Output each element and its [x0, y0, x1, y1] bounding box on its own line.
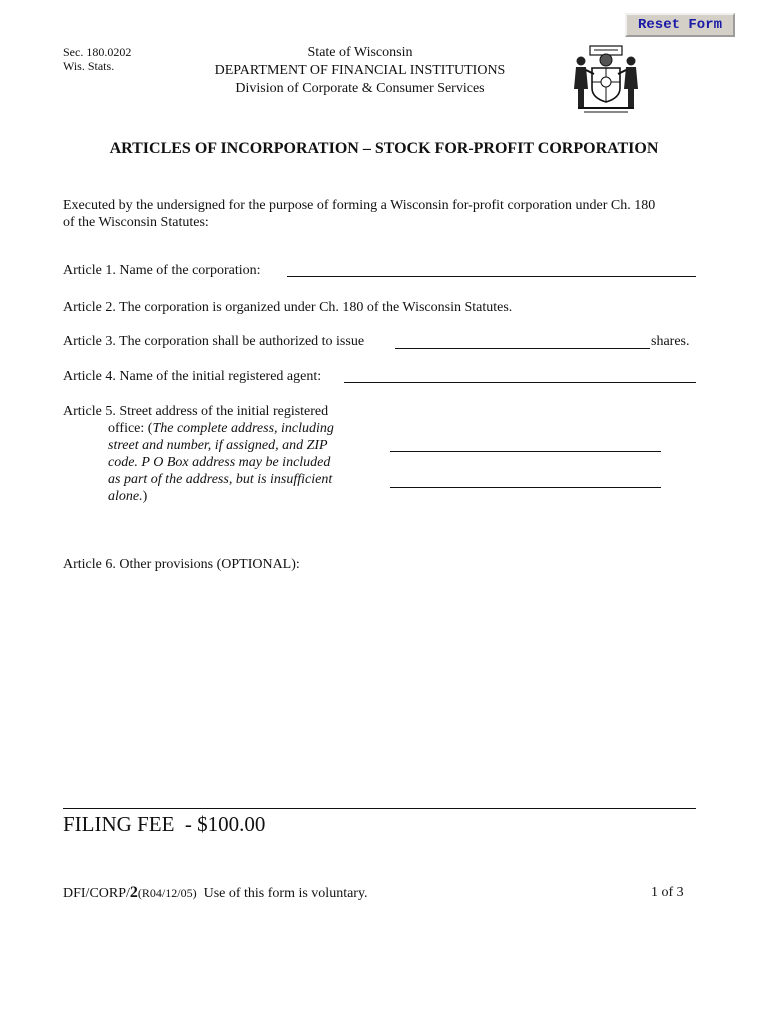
state-name: State of Wisconsin — [307, 45, 413, 60]
article-3-label: Article 3. The corporation shall be authorized to issue — [63, 334, 365, 349]
article-5-note-close: ) — [142, 489, 148, 504]
authorized-shares-field[interactable] — [395, 348, 650, 349]
statute-section: Sec. 180.0202 — [63, 45, 132, 59]
form-id: DFI/CORP/ — [63, 886, 130, 901]
article-5-note-line-5 — [108, 488, 373, 505]
department-name: DEPARTMENT OF FINANCIAL INSTITUTIONS — [214, 63, 506, 78]
form-number: 2 — [129, 884, 138, 901]
form-identifier — [63, 884, 368, 902]
article-5-office-label: office: ( — [108, 421, 153, 436]
registered-office-address-line-1[interactable] — [390, 451, 661, 452]
voluntary-note: Use of this form is voluntary. — [203, 886, 368, 901]
fee-divider — [63, 808, 696, 809]
registered-office-address-line-2[interactable] — [390, 487, 661, 488]
intro-text — [63, 197, 713, 231]
article-6-label: Article 6. Other provisions (OPTIONAL): — [63, 557, 300, 572]
shares-suffix: shares. — [651, 334, 690, 349]
article-5-note-line-3: code. P O Box address may be included — [108, 455, 331, 470]
article-5-label — [63, 403, 373, 505]
registered-agent-field[interactable] — [344, 382, 696, 383]
article-5-note — [63, 420, 373, 505]
intro-line-1: Executed by the undersigned for the purpose of forming a Wisconsin for-profit corporation under Ch. 180 — [63, 198, 656, 213]
other-provisions-field[interactable] — [63, 580, 696, 795]
page-number: 1 of 3 — [651, 885, 684, 900]
filing-fee: FILING FEE - $100.00 — [63, 812, 266, 836]
agency-header — [180, 44, 540, 98]
article-5-note-end: alone. — [108, 489, 143, 504]
article-2-text: Article 2. The corporation is organized under Ch. 180 of the Wisconsin Statutes. — [63, 300, 513, 315]
form-title: ARTICLES OF INCORPORATION – STOCK FOR-PROFIT CORPORATION — [109, 140, 659, 157]
corporation-name-field[interactable] — [287, 276, 696, 277]
article-5-note-line-2: street and number, if assigned, and ZIP — [108, 438, 328, 453]
article-5-line-2 — [108, 420, 373, 437]
article-1-label: Article 1. Name of the corporation: — [63, 263, 261, 278]
article-4-label: Article 4. Name of the initial registered agent: — [63, 369, 322, 384]
article-5-note-line-4: as part of the address, but is insufficient — [108, 472, 333, 487]
state-seal-icon — [570, 44, 642, 116]
statute-reference — [63, 45, 131, 73]
division-name: Division of Corporate & Consumer Services — [235, 81, 485, 96]
article-5-line-1: Article 5. Street address of the initial registered — [63, 404, 329, 419]
article-5-note-line-1: The complete address, including — [152, 421, 334, 436]
form-revision: (R04/12/05) — [137, 886, 197, 900]
intro-line-2: of the Wisconsin Statutes: — [63, 215, 209, 230]
statute-source: Wis. Stats. — [63, 59, 115, 73]
reset-form-button[interactable]: Reset Form — [625, 13, 735, 37]
